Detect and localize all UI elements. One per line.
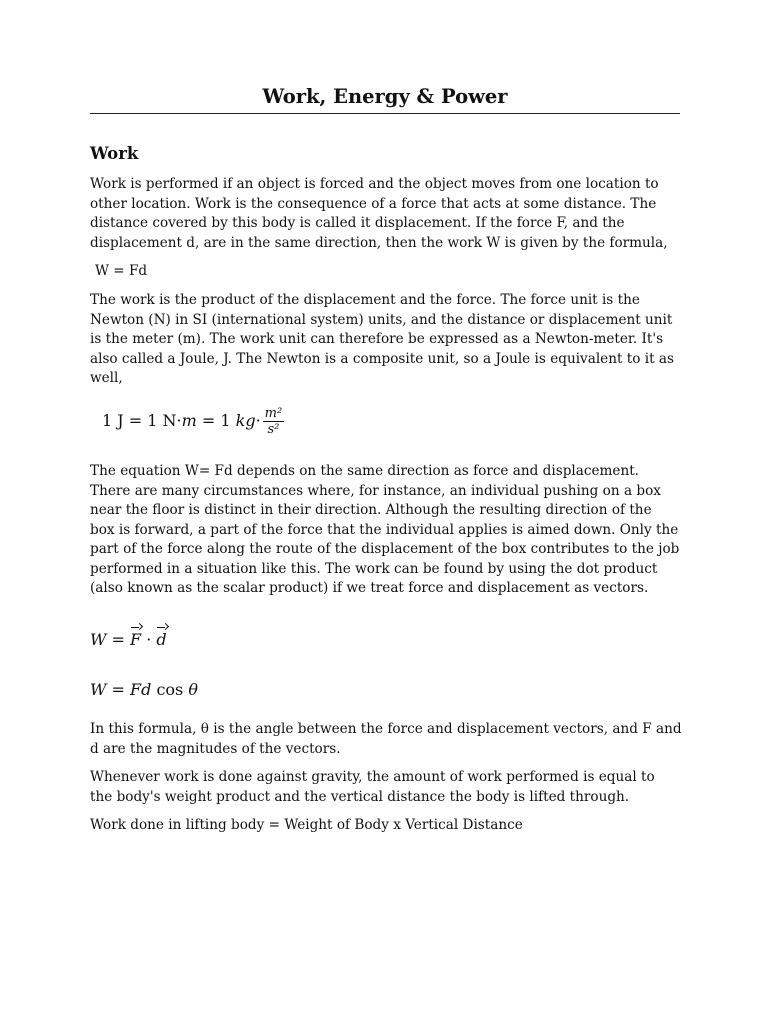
text-line: (also known as the scalar product) if we treat force and displacement as vectors. <box>90 580 649 596</box>
joule-fraction <box>263 406 285 437</box>
text-line: displacement d, are in the same direction, then the work W is given by the formula, <box>90 234 668 251</box>
joule-meter: m <box>181 411 197 430</box>
text-line: The equation W= Fd depends on the same direction as force and displacement. <box>90 463 639 479</box>
text-line: Work is performed if an object is forced and the object moves from one location to <box>90 176 659 192</box>
force-vector: F <box>130 630 142 649</box>
text-line: There are many circumstances where, for instance, an individual pushing on a box <box>90 482 661 499</box>
paragraph-theta-explanation <box>90 720 690 759</box>
text-line: The work is the product of the displacement and the force. The force unit is the <box>90 292 640 308</box>
cos-w: W <box>90 680 107 699</box>
joule-mid: = 1 <box>196 411 236 430</box>
cos-fd: Fd <box>130 680 152 699</box>
paragraph-work-units <box>90 291 690 389</box>
text-line: d are the magnitudes of the vectors. <box>90 740 341 757</box>
fraction-denominator: s² <box>267 422 280 437</box>
formula-w-equals-fd: W = Fd <box>95 263 148 279</box>
text-line: near the floor is distinct in their direction. Although the resulting direction of the <box>90 502 652 518</box>
text-line: performed in a situation like this. The work can be found by using the dot product <box>90 560 658 577</box>
text-line: part of the force along the route of the displacement of the box contributes to the job <box>90 541 680 557</box>
paragraph-gravity <box>90 768 690 807</box>
paragraph-work-definition <box>90 175 690 253</box>
joule-dot: · <box>255 411 261 430</box>
text-line: In this formula, θ is the angle between the force and displacement vectors, and F and <box>90 721 682 737</box>
text-line: other location. Work is the consequence of a force that acts at some distance. The <box>90 195 657 212</box>
joule-equation <box>102 396 284 446</box>
cos-func: cos <box>151 680 189 699</box>
page-title: Work, Energy & Power <box>262 85 508 108</box>
paragraph-dot-product <box>90 462 690 599</box>
dot-operator: · <box>141 630 157 649</box>
paragraph-lifting-formula: Work done in lifting body = Weight of Body x Vertical Distance <box>90 817 523 833</box>
dot-w: W <box>90 630 107 649</box>
cos-theta: θ <box>188 680 198 699</box>
joule-kg: kg <box>235 411 256 430</box>
text-line: is the meter (m). The work unit can therefore be expressed as a Newton-meter. It's <box>90 331 664 347</box>
text-line: also called a Joule, J. The Newton is a composite unit, so a Joule is equivalent to it as <box>90 350 674 367</box>
text-line: box is forward, a part of the force that the individual applies is aimed down. Only the <box>90 521 679 538</box>
text-line: the body's weight product and the vertical distance the body is lifted through. <box>90 788 630 805</box>
fraction-numerator: m² <box>264 406 283 421</box>
section-heading-work: Work <box>90 144 139 163</box>
displacement-vector: d <box>156 630 167 649</box>
vector-dot-equation <box>90 630 167 649</box>
cos-eq: = <box>106 680 131 699</box>
text-line: distance covered by this body is called it displacement. If the force F, and the <box>90 215 625 231</box>
dot-eq: = <box>106 630 131 649</box>
cosine-equation <box>90 680 198 699</box>
joule-left: 1 J = 1 N· <box>102 411 182 430</box>
text-line: Whenever work is done against gravity, the amount of work performed is equal to <box>90 769 655 785</box>
text-line: Newton (N) in SI (international system) units, and the distance or displacement unit <box>90 311 673 328</box>
text-line: well, <box>90 370 123 386</box>
title-divider <box>90 113 680 114</box>
